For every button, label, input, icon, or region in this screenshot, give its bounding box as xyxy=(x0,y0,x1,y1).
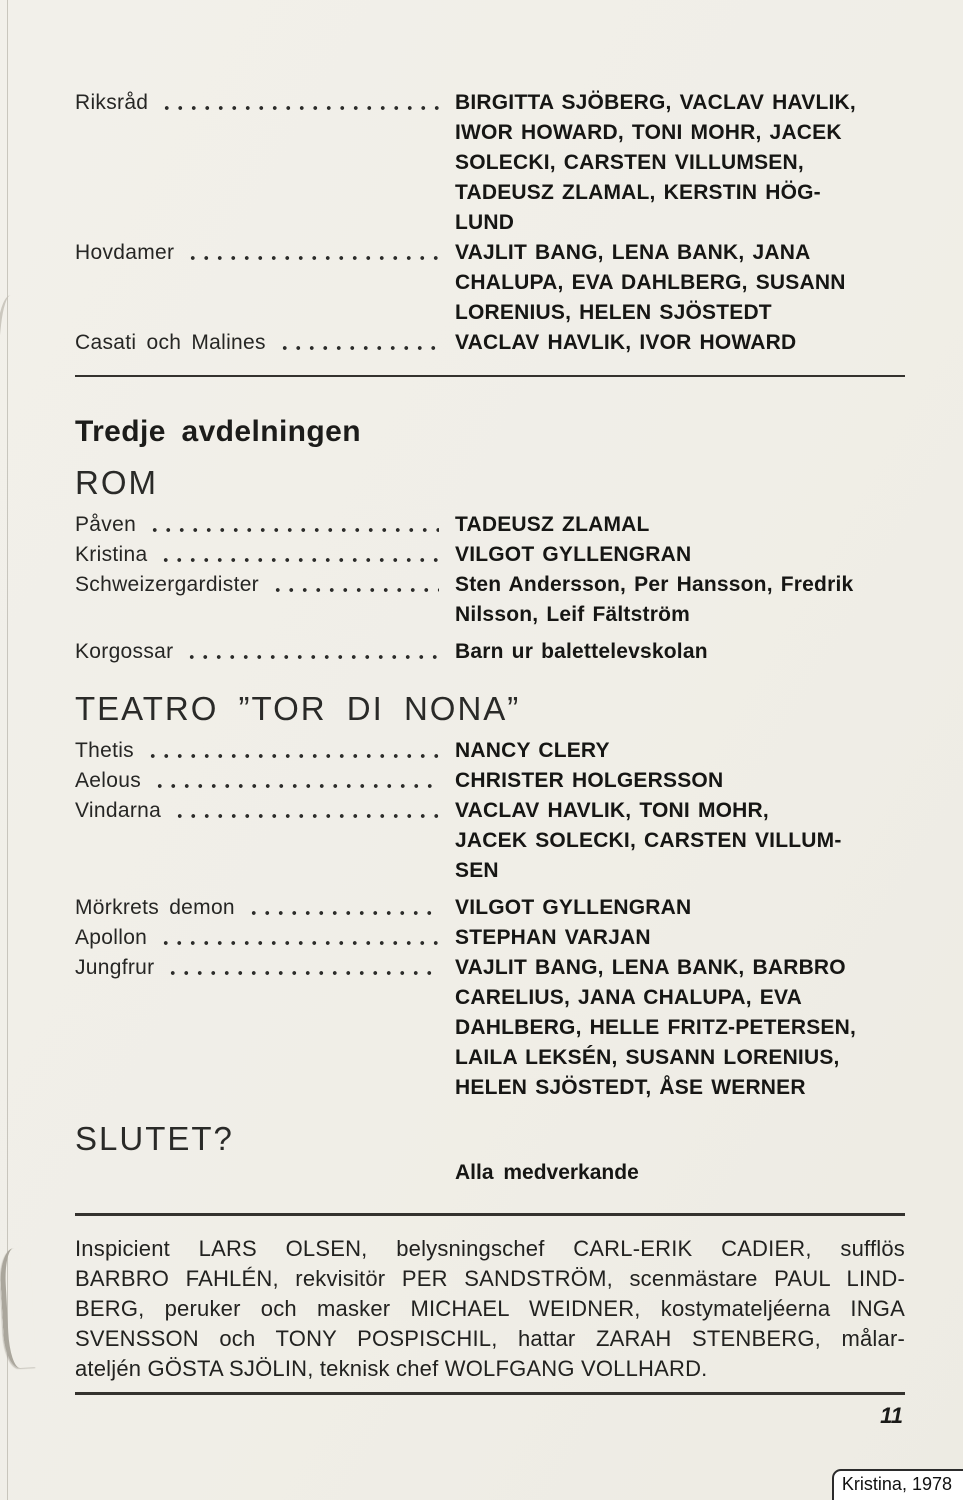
cast-name-line: CARELIUS, JANA CHALUPA, EVA xyxy=(455,986,803,1009)
dot-leader xyxy=(159,923,439,953)
dot-leader xyxy=(159,540,439,570)
dot-leader xyxy=(148,510,439,540)
dot-leader xyxy=(185,637,439,667)
cast-names xyxy=(455,238,905,328)
cast-name-line: VILGOT GYLLENGRAN xyxy=(455,543,692,566)
role-cell xyxy=(75,736,455,766)
role-label: Apollon xyxy=(75,926,148,949)
dot-leader xyxy=(146,736,439,766)
dot-leader xyxy=(160,88,439,118)
role-label: Vindarna xyxy=(75,799,162,822)
credits-line: BARBRO FAHLÉN, rekvisitör PER SANDSTRÖM, scenmästare PAUL LIND- xyxy=(75,1266,905,1291)
section-divider-top xyxy=(75,375,905,377)
cast-names xyxy=(455,923,905,953)
scene-heading-slutet: SLUTET? xyxy=(75,1120,234,1157)
cast-row xyxy=(75,736,905,766)
role-label: Thetis xyxy=(75,739,134,762)
role-cell xyxy=(75,88,455,118)
cast-name-line: JACEK SOLECKI, CARSTEN VILLUM- xyxy=(455,829,842,852)
scene-heading-teatro: TEATRO ”TOR DI NONA” xyxy=(75,690,521,727)
caption-box xyxy=(832,1469,963,1500)
role-cell xyxy=(75,923,455,953)
cast-name-line: SEN xyxy=(455,859,499,882)
role-cell xyxy=(75,766,455,796)
staple-mark-top xyxy=(0,294,20,395)
cast-row xyxy=(75,540,905,570)
cast-name-line: VACLAV HAVLIK, TONI MOHR, xyxy=(455,799,769,822)
cast-row xyxy=(75,953,905,1103)
dot-leader xyxy=(166,953,439,983)
cast-name-line: SOLECKI, CARSTEN VILLUMSEN, xyxy=(455,151,804,174)
role-cell xyxy=(75,328,455,358)
cast-name-line: CHALUPA, EVA DAHLBERG, SUSANN xyxy=(455,271,846,294)
cast-name-line: BIRGITTA SJÖBERG, VACLAV HAVLIK, xyxy=(455,91,856,114)
dot-leader xyxy=(278,328,439,358)
role-cell xyxy=(75,570,455,600)
role-label: Påven xyxy=(75,513,137,536)
page-number: 11 xyxy=(880,1403,903,1428)
cast-name-line: LUND xyxy=(455,211,515,234)
cast-names xyxy=(455,766,905,796)
credits-divider-bottom xyxy=(75,1392,905,1395)
cast-name-line: HELEN SJÖSTEDT, ÅSE WERNER xyxy=(455,1076,806,1099)
cast-row xyxy=(75,637,905,667)
cast-row xyxy=(75,893,905,923)
credits-line: BERG, peruker och masker MICHAEL WEIDNER, kostymateljéerna INGA xyxy=(75,1296,905,1321)
role-cell xyxy=(75,953,455,983)
cast-name-line: VILGOT GYLLENGRAN xyxy=(455,896,692,919)
top-cast-list xyxy=(75,88,905,358)
cast-name-line: STEPHAN VARJAN xyxy=(455,926,651,949)
cast-names xyxy=(455,570,905,630)
cast-row xyxy=(75,923,905,953)
cast-name-line: TADEUSZ ZLAMAL, KERSTIN HÖG- xyxy=(455,181,821,204)
role-cell xyxy=(75,796,455,826)
role-label: Schweizergardister xyxy=(75,573,259,596)
cast-name-line: Barn ur balettelevskolan xyxy=(455,640,708,663)
production-credits xyxy=(75,1234,905,1384)
role-label: Riksråd xyxy=(75,91,149,114)
role-label: Korgossar xyxy=(75,640,174,663)
teatro-cast-list xyxy=(75,736,905,1103)
dot-leader xyxy=(153,766,439,796)
cast-name-line: LAILA LEKSÉN, SUSANN LORENIUS, xyxy=(455,1046,840,1069)
cast-row xyxy=(75,510,905,540)
cast-name-line: DAHLBERG, HELLE FRITZ-PETERSEN, xyxy=(455,1016,857,1039)
cast-name-line: Sten Andersson, Per Hansson, Fredrik xyxy=(455,573,854,596)
cast-names xyxy=(455,953,905,1103)
cast-names xyxy=(455,328,905,358)
finale-note: Alla medverkande xyxy=(455,1161,639,1184)
cast-row xyxy=(75,88,905,238)
cast-names xyxy=(455,88,905,238)
cast-name-line: TADEUSZ ZLAMAL xyxy=(455,513,650,536)
role-label: Kristina xyxy=(75,543,148,566)
page-content xyxy=(75,88,905,1429)
cast-name-line: VAJLIT BANG, LENA BANK, JANA xyxy=(455,241,811,264)
credits-line: ateljén GÖSTA SJÖLIN, teknisk chef WOLFGANG VOLLHARD. xyxy=(75,1356,708,1381)
cast-row xyxy=(75,766,905,796)
cast-names xyxy=(455,736,905,766)
page-edge-line xyxy=(7,0,8,1500)
dot-leader xyxy=(173,796,439,826)
role-cell xyxy=(75,510,455,540)
cast-names xyxy=(455,796,905,886)
role-label: Hovdamer xyxy=(75,241,175,264)
cast-names xyxy=(455,540,905,570)
cast-row xyxy=(75,328,905,358)
credits-line: SVENSSON och TONY POSPISCHIL, hattar ZARAH STENBERG, målar- xyxy=(75,1326,905,1351)
cast-name-line: VACLAV HAVLIK, IVOR HOWARD xyxy=(455,331,797,354)
role-cell xyxy=(75,893,455,923)
cast-name-line: IWOR HOWARD, TONI MOHR, JACEK xyxy=(455,121,842,144)
role-label: Jungfrur xyxy=(75,956,155,979)
scene-heading-rom: ROM xyxy=(75,464,158,501)
credits-line: Inspicient LARS OLSEN, belysningschef CARL-ERIK CADIER, sufflös xyxy=(75,1236,905,1261)
cast-name-line: VAJLIT BANG, LENA BANK, BARBRO xyxy=(455,956,846,979)
cast-name-line: NANCY CLERY xyxy=(455,739,610,762)
role-label: Mörkrets demon xyxy=(75,896,235,919)
act-heading: Tredje avdelningen xyxy=(75,415,361,448)
role-cell xyxy=(75,238,455,268)
caption-text: Kristina, 1978 xyxy=(841,1474,952,1494)
dot-leader xyxy=(247,893,439,923)
role-label: Casati och Malines xyxy=(75,331,266,354)
staple-mark-bottom xyxy=(0,1247,36,1368)
cast-names xyxy=(455,637,905,667)
role-cell xyxy=(75,540,455,570)
cast-row xyxy=(75,238,905,328)
dot-leader xyxy=(186,238,439,268)
cast-names xyxy=(455,510,905,540)
cast-row xyxy=(75,570,905,630)
cast-name-line: LORENIUS, HELEN SJÖSTEDT xyxy=(455,301,772,324)
dot-leader xyxy=(271,570,439,600)
cast-name-line: CHRISTER HOLGERSSON xyxy=(455,769,724,792)
rom-cast-list xyxy=(75,510,905,667)
cast-names xyxy=(455,893,905,923)
cast-name-line: Nilsson, Leif Fältström xyxy=(455,603,690,626)
role-label: Aelous xyxy=(75,769,142,792)
role-cell xyxy=(75,637,455,667)
credits-divider-top xyxy=(75,1213,905,1216)
cast-row xyxy=(75,796,905,886)
